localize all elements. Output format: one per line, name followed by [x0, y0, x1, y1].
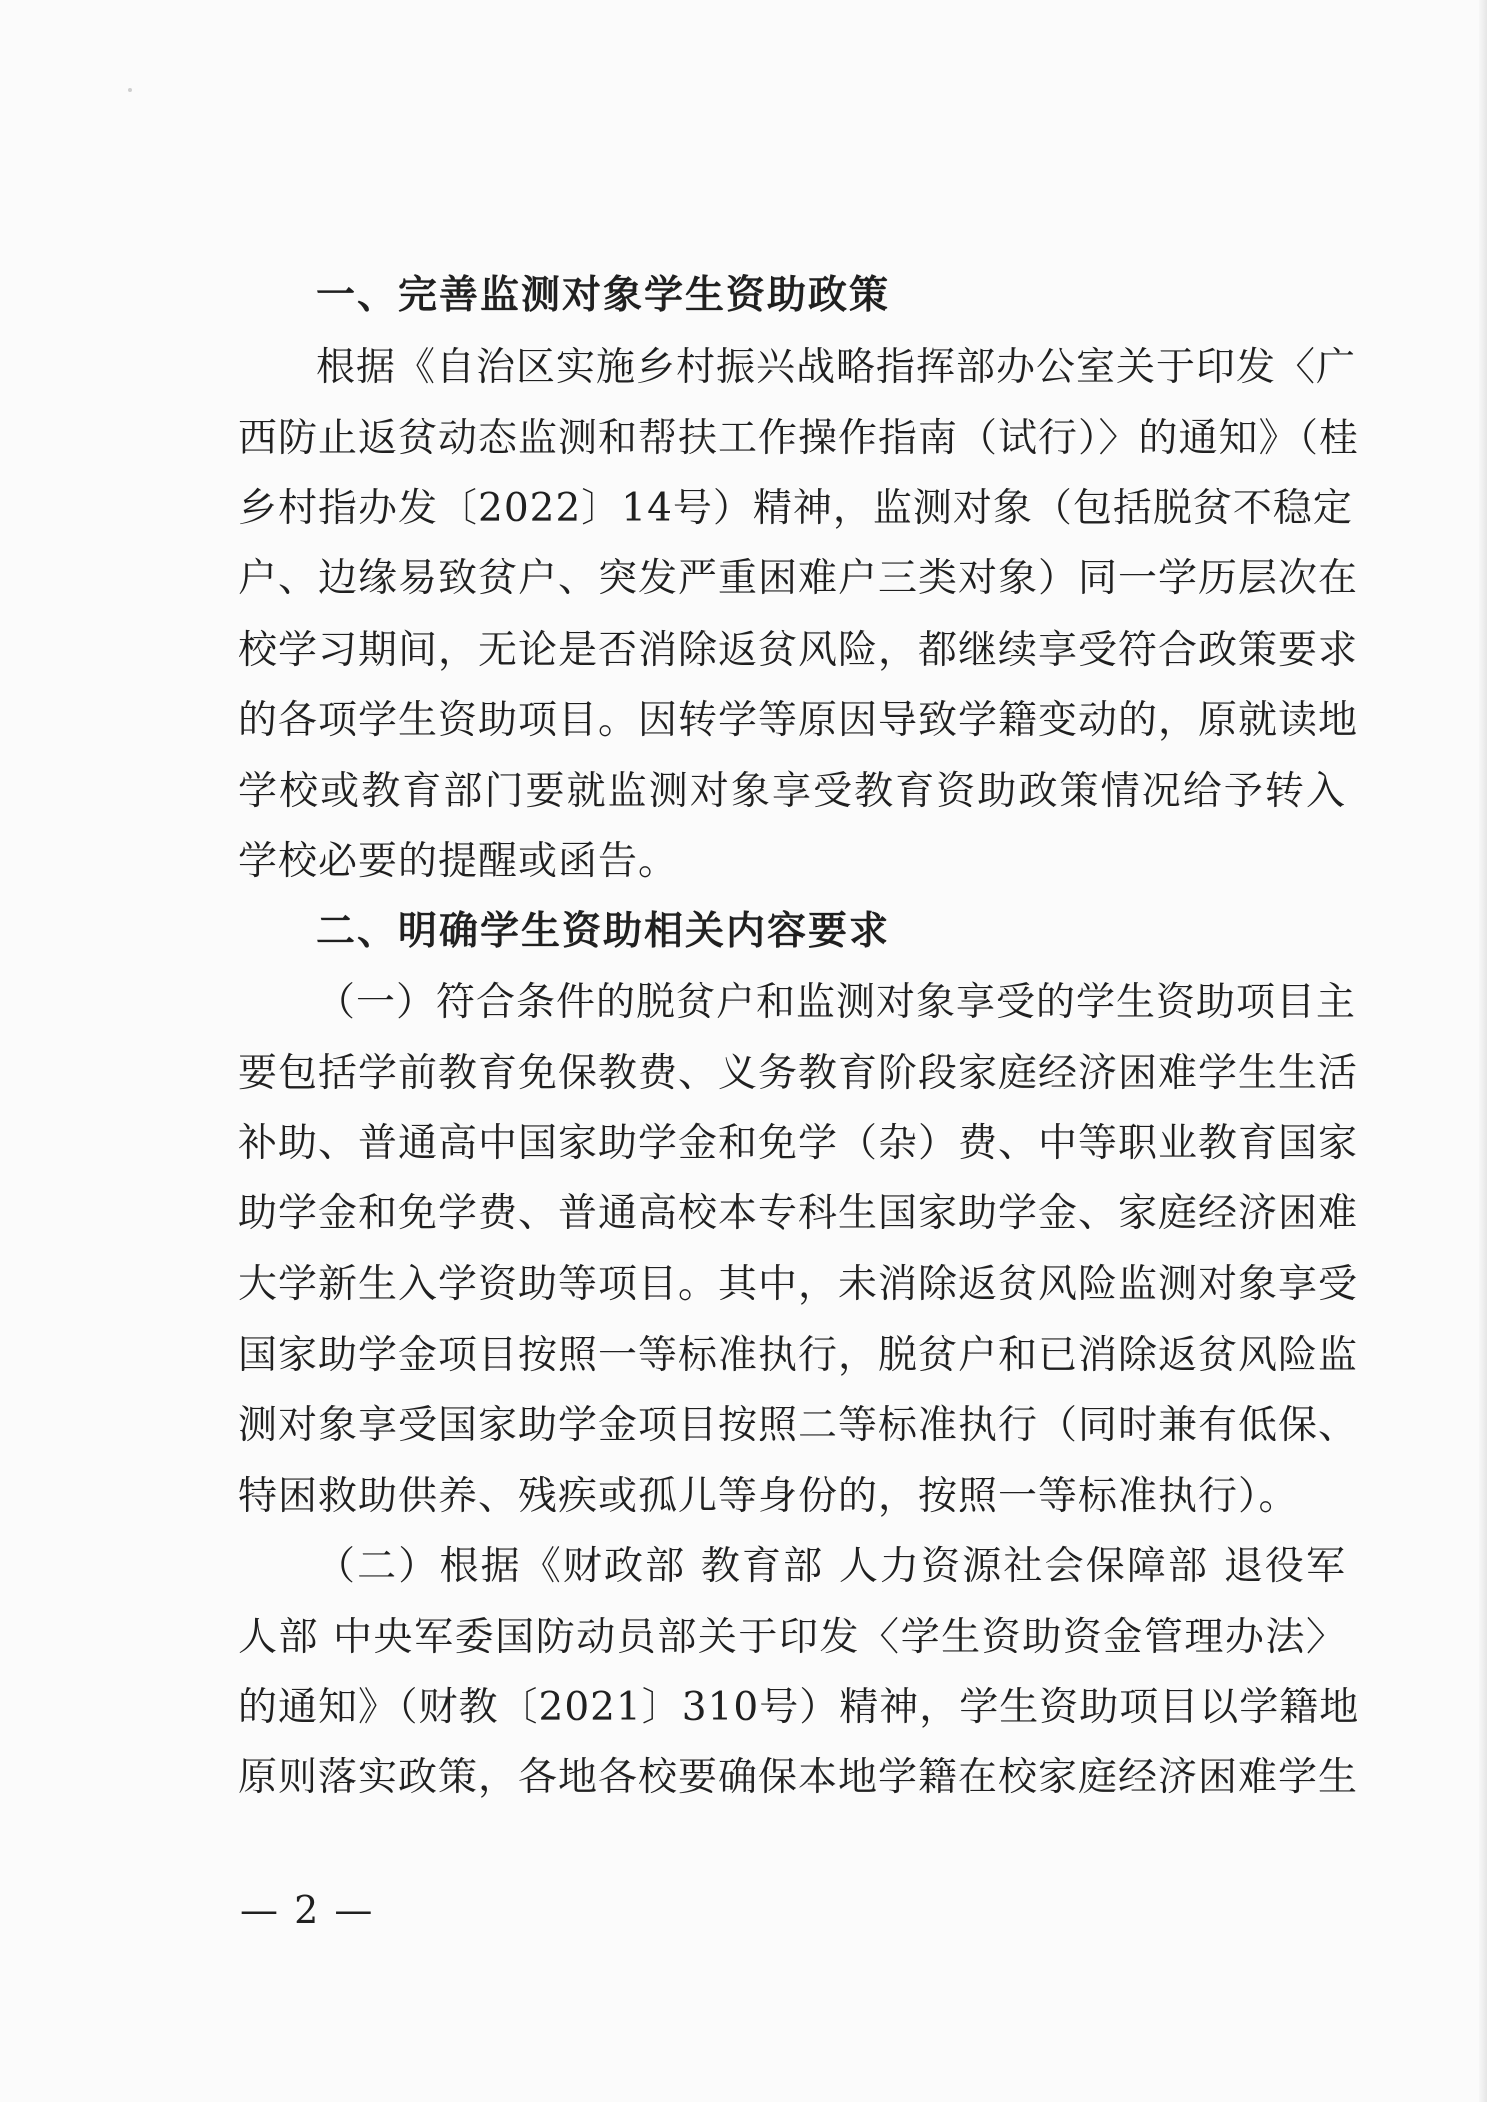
- section-2-para-1-line-4: 助学金和免学费、普通高校本专科生国家助学金、家庭经济困难: [238, 1191, 1359, 1236]
- section-2-para-1-line-2: 要包括学前教育免保教费、义务教育阶段家庭经济困难学生生活: [238, 1051, 1359, 1096]
- page-number: — 2 —: [240, 1888, 375, 1932]
- section-2-heading: 二、明确学生资助相关内容要求: [316, 909, 891, 954]
- section-1-line-4: 户、边缘易致贫户、突发严重困难户三类对象）同一学历层次在: [238, 556, 1359, 601]
- section-2-para-2-line-3: 的通知》（财教〔2021〕310号）精神，学生资助项目以学籍地: [238, 1685, 1360, 1730]
- section-1-line-1: 根据《自治区实施乡村振兴战略指挥部办公室关于印发〈广: [316, 345, 1357, 390]
- section-2-para-1-line-1: （一）符合条件的脱贫户和监测对象享受的学生资助项目主: [316, 980, 1357, 1025]
- section-2-para-1-line-3: 补助、普通高中国家助学金和免学（杂）费、中等职业教育国家: [238, 1121, 1359, 1166]
- section-2-para-1-line-7: 测对象享受国家助学金项目按照二等标准执行（同时兼有低保、: [238, 1403, 1359, 1448]
- section-2-para-1-line-6: 国家助学金项目按照一等标准执行，脱贫户和已消除返贫风险监: [238, 1333, 1359, 1378]
- section-1-line-5: 校学习期间，无论是否消除返贫风险，都继续享受符合政策要求: [238, 628, 1359, 673]
- section-2-para-1-line-5: 大学新生入学资助等项目。其中，未消除返贫风险监测对象享受: [238, 1262, 1359, 1307]
- section-1-line-3: 乡村指办发〔2022〕14号）精神，监测对象（包括脱贫不稳定: [238, 486, 1353, 531]
- section-2-para-2-line-1: （二）根据《财政部 教育部 人力资源社会保障部 退役军: [316, 1544, 1346, 1589]
- scan-edge: [1479, 0, 1487, 2102]
- section-1-heading: 一、完善监测对象学生资助政策: [316, 273, 891, 318]
- section-2-para-2-line-2: 人部 中央军委国防动员部关于印发〈学生资助资金管理办法〉: [238, 1615, 1346, 1660]
- section-1-line-6: 的各项学生资助项目。因转学等原因导致学籍变动的，原就读地: [238, 698, 1359, 743]
- section-2-para-1-line-8: 特困救助供养、残疾或孤儿等身份的，按照一等标准执行）。: [238, 1474, 1299, 1519]
- section-2-para-2-line-4: 原则落实政策，各地各校要确保本地学籍在校家庭经济困难学生: [238, 1755, 1359, 1800]
- section-1-line-7: 学校或教育部门要就监测对象享受教育资助政策情况给予转入: [238, 769, 1346, 814]
- scan-speck: [128, 88, 132, 92]
- section-1-line-8: 学校必要的提醒或函告。: [238, 839, 679, 884]
- section-1-line-2: 西防止返贫动态监测和帮扶工作操作指南（试行）〉的通知》（桂: [238, 416, 1360, 461]
